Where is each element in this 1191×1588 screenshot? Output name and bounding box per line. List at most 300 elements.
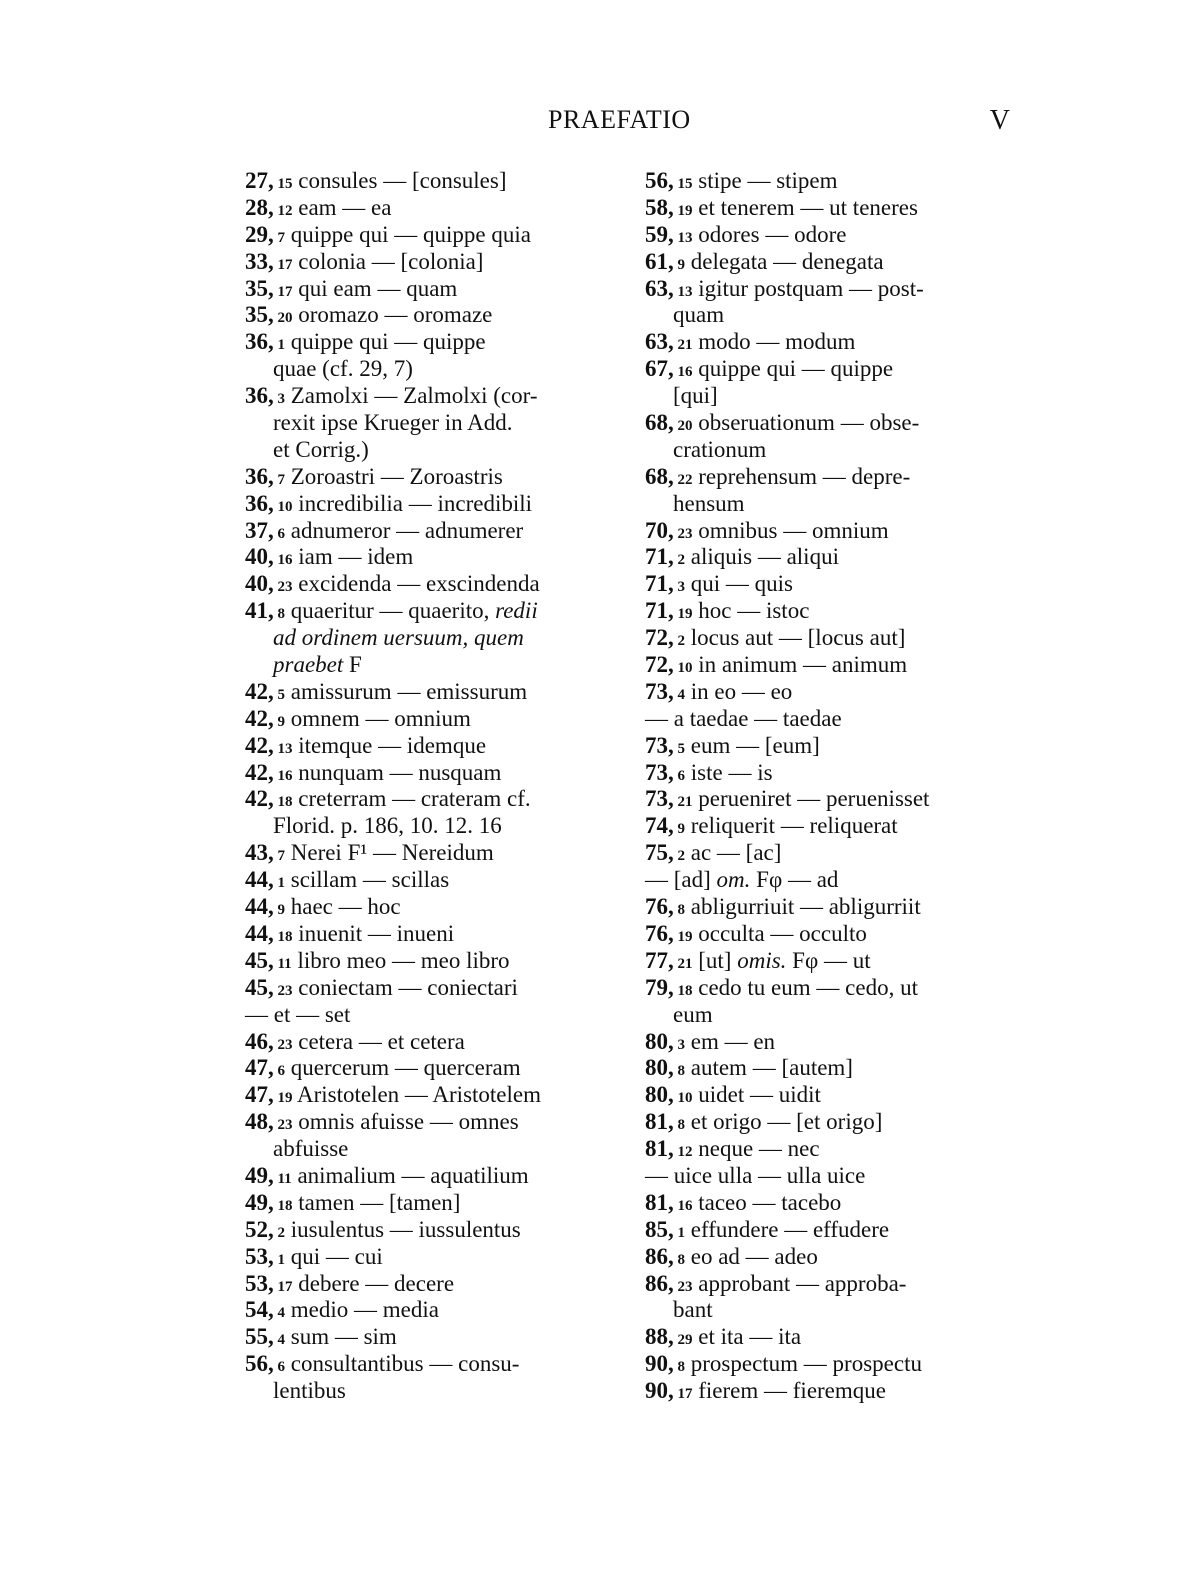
line-number: 11	[273, 955, 292, 972]
left-column	[245, 168, 615, 1405]
entry-line	[645, 1190, 1015, 1217]
line-reference: 81, 12	[645, 1136, 693, 1162]
line-number: 22	[673, 471, 693, 488]
line-number: 20	[273, 310, 293, 327]
entry-text: iusulentus — iussulentus	[285, 1216, 521, 1242]
entry-text: stipe — stipem	[692, 168, 838, 193]
entry-text: haec — hoc	[285, 894, 401, 920]
line-reference: 73, 21	[645, 786, 693, 812]
line-reference: 81, 8	[645, 1109, 685, 1135]
line-number: 5	[273, 686, 285, 703]
continuation-text: rexit ipse Krueger in Add.	[273, 410, 513, 436]
entry-text: eam — ea	[292, 194, 392, 220]
line-number: 2	[673, 848, 685, 865]
entry-line	[245, 840, 615, 867]
entry-line	[245, 1271, 615, 1298]
entry-text: tamen — [tamen]	[292, 1189, 461, 1215]
line-reference: 36, 1	[245, 329, 285, 355]
entry-line	[245, 625, 615, 652]
entry-line	[245, 867, 615, 894]
line-number: 6	[273, 1063, 285, 1080]
line-number: 7	[273, 229, 285, 246]
continuation-text: bant	[673, 1297, 713, 1323]
line-reference: 76, 8	[645, 894, 685, 920]
entry-line	[245, 894, 615, 921]
continuation-text: quam	[673, 302, 725, 328]
entry-line	[245, 410, 615, 437]
entry-line	[245, 1136, 615, 1163]
line-number: 9	[273, 713, 285, 730]
entry-line	[245, 1378, 615, 1405]
line-number: 1	[273, 337, 285, 354]
entry-line	[645, 1029, 1015, 1056]
line-number: 6	[273, 1359, 285, 1376]
line-reference: 27, 15	[245, 168, 293, 193]
entry-line	[645, 383, 1015, 410]
entry-line	[245, 464, 615, 491]
dash-entry-text: — a taedae — taedae	[645, 705, 842, 731]
line-number: 7	[273, 471, 285, 488]
line-reference: 90, 8	[645, 1351, 685, 1377]
entry-text: odores — odore	[692, 221, 847, 247]
entry-line	[645, 948, 1015, 975]
continuation-text: [qui]	[673, 383, 718, 409]
line-number: 20	[673, 418, 693, 435]
entry-text: consultantibus — consu-	[285, 1351, 520, 1377]
line-reference: 36, 3	[245, 383, 285, 409]
entry-italic: omis.	[731, 947, 787, 973]
entry-line	[645, 1002, 1015, 1029]
line-number: 8	[673, 1063, 685, 1080]
entry-text: fierem — fieremque	[692, 1378, 886, 1404]
line-reference: 56, 6	[245, 1351, 285, 1377]
line-number: 15	[673, 176, 693, 192]
line-reference: 67, 16	[645, 356, 693, 382]
entry-line	[645, 598, 1015, 625]
line-reference: 28, 12	[245, 194, 293, 220]
entry-text: occulta — occulto	[692, 920, 867, 946]
entry-line	[245, 1055, 615, 1082]
continuation-text: Florid. p. 186, 10. 12. 16	[273, 813, 502, 839]
entry-text: cetera — et cetera	[292, 1028, 465, 1054]
entry-line	[245, 491, 615, 518]
entry-line	[245, 598, 615, 625]
line-reference: 37, 6	[245, 517, 285, 543]
entry-text: nunquam — nusquam	[292, 759, 502, 785]
line-number: 9	[673, 821, 685, 838]
line-number: 23	[673, 1278, 693, 1295]
entry-text: qui eam — quam	[292, 275, 458, 301]
entry-text: iam — idem	[292, 544, 414, 570]
line-number: 17	[673, 1386, 693, 1403]
entry-text: qui — cui	[285, 1243, 383, 1269]
entry-text: aliquis — aliqui	[685, 544, 839, 570]
line-number: 23	[273, 1036, 293, 1053]
line-number: 13	[273, 740, 293, 757]
continuation-text: quae (cf. 29, 7)	[273, 356, 413, 382]
entry-text: hoc — istoc	[692, 598, 810, 624]
entry-text: taceo — tacebo	[692, 1189, 842, 1215]
entry-line	[645, 491, 1015, 518]
line-reference: 71, 19	[645, 598, 693, 624]
entry-line	[645, 652, 1015, 679]
entry-text: omnis afuisse — omnes	[292, 1109, 519, 1135]
line-reference: 49, 11	[245, 1162, 292, 1188]
entry-line	[645, 706, 1015, 733]
entry-line	[245, 706, 615, 733]
entry-line	[645, 1378, 1015, 1405]
line-number: 16	[673, 364, 693, 381]
entry-text: excidenda — exscindenda	[292, 571, 540, 597]
line-number: 18	[273, 794, 293, 811]
line-reference: 45, 11	[245, 947, 292, 973]
line-number: 8	[273, 606, 285, 623]
line-reference: 44, 9	[245, 894, 285, 920]
continuation-text: F	[343, 652, 362, 678]
line-number: 8	[673, 1117, 685, 1134]
line-number: 16	[273, 552, 293, 569]
line-number: 7	[273, 848, 285, 865]
dash-entry-text: — [ad]	[645, 867, 711, 893]
entry-line	[245, 437, 615, 464]
line-reference: 53, 17	[245, 1270, 293, 1296]
entry-text: quippe qui — quippe	[285, 329, 486, 355]
entry-line	[645, 276, 1015, 303]
line-reference: 74, 9	[645, 813, 685, 839]
entry-text: qui — quis	[685, 571, 793, 597]
entry-text: in animum — animum	[692, 652, 908, 678]
entry-italic: om.	[710, 867, 751, 893]
line-reference: 56, 15	[645, 168, 693, 193]
entry-text: itemque — idemque	[292, 732, 487, 758]
line-reference: 86, 8	[645, 1243, 685, 1269]
line-reference: 55, 4	[245, 1324, 285, 1350]
line-reference: 35, 17	[245, 275, 293, 301]
line-reference: 36, 10	[245, 490, 293, 516]
line-number: 3	[273, 391, 285, 408]
line-reference: 54, 4	[245, 1297, 285, 1323]
entry-line	[645, 1297, 1015, 1324]
continuation-text: crationum	[673, 436, 767, 462]
entry-text: creterram — crateram cf.	[292, 786, 531, 812]
entry-line	[645, 356, 1015, 383]
line-number: 21	[673, 794, 693, 811]
entry-line	[245, 1109, 615, 1136]
entry-text: quippe qui — quippe	[692, 356, 894, 382]
line-reference: 72, 10	[645, 652, 693, 678]
line-reference: 40, 16	[245, 544, 293, 570]
line-reference: 58, 19	[645, 194, 693, 220]
entry-line	[245, 329, 615, 356]
line-reference: 72, 2	[645, 625, 685, 651]
entry-line	[645, 1136, 1015, 1163]
entry-line	[645, 1109, 1015, 1136]
entry-line	[245, 1244, 615, 1271]
line-number: 1	[273, 1251, 285, 1268]
entry-text: eum — [eum]	[685, 732, 820, 758]
line-number: 10	[673, 1090, 693, 1107]
entry-line	[245, 760, 615, 787]
entry-text: Zoroastri — Zoroastris	[285, 463, 503, 489]
entry-line	[245, 1351, 615, 1378]
line-reference: 63, 13	[645, 275, 693, 301]
running-header	[245, 103, 1010, 143]
line-reference: 88, 29	[645, 1324, 693, 1350]
entry-italic: redii	[489, 598, 538, 624]
continuation-text: et Corrig.)	[273, 436, 369, 462]
entry-text: cedo tu eum — cedo, ut	[692, 974, 918, 1000]
line-reference: 42, 13	[245, 732, 293, 758]
entry-text: incredibilia — incredibili	[292, 490, 533, 516]
entry-line	[245, 302, 615, 329]
line-number: 16	[673, 1197, 693, 1214]
entry-text: autem — [autem]	[685, 1055, 853, 1081]
entry-text: effundere — effudere	[685, 1216, 890, 1242]
continuation-text: lentibus	[273, 1378, 346, 1404]
line-number: 5	[673, 740, 685, 757]
line-number: 17	[273, 256, 293, 273]
continuation-text: hensum	[673, 490, 745, 516]
line-number: 6	[673, 767, 685, 784]
line-reference: 33, 17	[245, 248, 293, 274]
entry-text: quaeritur — quaerito,	[285, 598, 490, 624]
entry-line	[245, 222, 615, 249]
entry-line	[245, 1324, 615, 1351]
entry-text: scillam — scillas	[285, 867, 450, 893]
line-number: 11	[273, 1170, 292, 1187]
entry-text: adnumeror — adnumerer	[285, 517, 524, 543]
entry-text: neque — nec	[692, 1136, 820, 1162]
line-reference: 52, 2	[245, 1216, 285, 1242]
entry-line	[245, 276, 615, 303]
entry-line	[645, 813, 1015, 840]
entry-text: inuenit — inueni	[292, 920, 455, 946]
dash-entry-text: — et — set	[245, 1001, 351, 1027]
continuation-text: eum	[673, 1001, 713, 1027]
running-title: PRAEFATIO	[548, 105, 691, 134]
line-number: 2	[673, 633, 685, 650]
entry-line	[245, 1190, 615, 1217]
entry-text: Fφ — ut	[786, 947, 871, 973]
entry-text: Aristotelen — Aristotelem	[292, 1082, 541, 1108]
entry-text: delegata — denegata	[685, 248, 884, 274]
line-reference: 53, 1	[245, 1243, 285, 1269]
line-reference: 90, 17	[645, 1378, 693, 1404]
line-number: 8	[673, 1359, 685, 1376]
entry-text: omnibus — omnium	[692, 517, 889, 543]
line-number: 19	[673, 928, 693, 945]
line-reference: 71, 3	[645, 571, 685, 597]
line-number: 1	[673, 1224, 685, 1241]
entry-text: approbant — approba-	[692, 1270, 907, 1296]
line-reference: 59, 13	[645, 221, 693, 247]
line-number: 18	[673, 982, 693, 999]
entry-text: uidet — uidit	[692, 1082, 821, 1108]
line-number: 13	[673, 229, 693, 246]
line-number: 10	[673, 660, 693, 677]
entry-text: [ut]	[692, 947, 732, 973]
entry-text: oromazo — oromaze	[292, 302, 493, 328]
line-number: 2	[673, 552, 685, 569]
entry-text: Zamolxi — Zalmolxi (cor-	[285, 383, 538, 409]
line-reference: 73, 5	[645, 732, 685, 758]
line-number: 3	[673, 579, 685, 596]
line-number: 12	[273, 202, 293, 219]
entry-line	[245, 948, 615, 975]
entry-line	[245, 921, 615, 948]
entry-line	[645, 1324, 1015, 1351]
line-number: 23	[273, 1117, 293, 1134]
line-reference: 81, 16	[645, 1189, 693, 1215]
entry-line	[645, 1351, 1015, 1378]
line-number: 1	[273, 875, 285, 892]
continuation-italic: ad ordinem uersuum, quem	[273, 625, 524, 651]
line-number: 18	[273, 928, 293, 945]
entry-line	[645, 786, 1015, 813]
line-number: 19	[673, 202, 693, 219]
entry-text: debere — decere	[292, 1270, 455, 1296]
line-reference: 79, 18	[645, 974, 693, 1000]
line-reference: 35, 20	[245, 302, 293, 328]
line-reference: 46, 23	[245, 1028, 293, 1054]
entry-line	[645, 1163, 1015, 1190]
entry-line	[245, 383, 615, 410]
line-reference: 45, 23	[245, 974, 293, 1000]
line-number: 4	[273, 1332, 285, 1349]
entry-text: amissurum — emissurum	[285, 678, 528, 704]
entry-text: reliquerit — reliquerat	[685, 813, 898, 839]
line-number: 4	[273, 1305, 285, 1322]
entry-text: quercerum — querceram	[285, 1055, 521, 1081]
entry-text: consules — [consules]	[292, 168, 507, 193]
entry-line	[245, 518, 615, 545]
line-reference: 80, 8	[645, 1055, 685, 1081]
line-number: 19	[673, 606, 693, 623]
line-reference: 75, 2	[645, 840, 685, 866]
line-number: 4	[673, 686, 685, 703]
line-reference: 68, 20	[645, 410, 693, 436]
line-number: 21	[673, 337, 693, 354]
line-reference: 48, 23	[245, 1109, 293, 1135]
entry-line	[645, 329, 1015, 356]
entry-line	[245, 1297, 615, 1324]
line-reference: 73, 6	[645, 759, 685, 785]
entry-text: omnem — omnium	[285, 705, 471, 731]
continuation-italic: praebet	[273, 652, 344, 678]
line-number: 9	[273, 902, 285, 919]
entry-line	[645, 840, 1015, 867]
entry-line	[245, 1082, 615, 1109]
entry-text: et tenerem — ut teneres	[692, 194, 918, 220]
entry-text: ac — [ac]	[685, 840, 782, 866]
line-reference: 29, 7	[245, 221, 285, 247]
entry-line	[645, 571, 1015, 598]
entry-text: animalium — aquatilium	[291, 1162, 529, 1188]
line-reference: 40, 23	[245, 571, 293, 597]
line-reference: 36, 7	[245, 463, 285, 489]
entry-line	[645, 921, 1015, 948]
line-number: 23	[273, 982, 293, 999]
entry-line	[645, 518, 1015, 545]
entry-line	[645, 1217, 1015, 1244]
line-number: 9	[673, 256, 685, 273]
entry-text: obseruationum — obse-	[692, 410, 920, 436]
entry-line	[245, 1217, 615, 1244]
entry-line	[245, 249, 615, 276]
entry-text: sum — sim	[285, 1324, 397, 1350]
line-reference: 73, 4	[645, 678, 685, 704]
entry-line	[245, 813, 615, 840]
entry-line	[645, 168, 1015, 195]
entry-line	[645, 679, 1015, 706]
entry-line	[645, 1244, 1015, 1271]
line-reference: 42, 16	[245, 759, 293, 785]
entry-text: medio — media	[285, 1297, 439, 1323]
entry-line	[645, 867, 1015, 894]
line-reference: 77, 21	[645, 947, 693, 973]
entry-text: iste — is	[685, 759, 773, 785]
entry-text: in eo — eo	[685, 678, 793, 704]
line-number: 17	[273, 1278, 293, 1295]
dash-entry-text: — uice ulla — ulla uice	[645, 1162, 866, 1188]
right-column	[645, 168, 1015, 1405]
entry-line	[645, 544, 1015, 571]
entry-line	[645, 249, 1015, 276]
entry-line	[645, 410, 1015, 437]
line-number: 8	[673, 902, 685, 919]
entry-line	[645, 464, 1015, 491]
line-reference: 42, 5	[245, 678, 285, 704]
line-reference: 47, 6	[245, 1055, 285, 1081]
line-reference: 63, 21	[645, 329, 693, 355]
entry-text: em — en	[685, 1028, 776, 1054]
line-number: 15	[273, 176, 293, 192]
entry-text: coniectam — coniectari	[292, 974, 518, 1000]
entry-text: modo — modum	[692, 329, 856, 355]
entry-line	[245, 1163, 615, 1190]
continuation-text: abfuisse	[273, 1136, 349, 1162]
entry-line	[245, 652, 615, 679]
line-reference: 68, 22	[645, 463, 693, 489]
line-number: 6	[273, 525, 285, 542]
entry-line	[245, 544, 615, 571]
line-reference: 47, 19	[245, 1082, 293, 1108]
line-number: 16	[273, 767, 293, 784]
line-reference: 80, 10	[645, 1082, 693, 1108]
entry-line	[245, 1002, 615, 1029]
page-number: V	[989, 105, 1010, 136]
line-reference: 49, 18	[245, 1189, 293, 1215]
line-reference: 85, 1	[645, 1216, 685, 1242]
line-reference: 44, 18	[245, 920, 293, 946]
entry-text: libro meo — meo libro	[291, 947, 510, 973]
entry-line	[645, 733, 1015, 760]
entry-line	[245, 975, 615, 1002]
line-number: 2	[273, 1224, 285, 1241]
line-number: 10	[273, 498, 293, 515]
entry-text: eo ad — adeo	[685, 1243, 818, 1269]
line-reference: 70, 23	[645, 517, 693, 543]
entry-line	[645, 437, 1015, 464]
entry-line	[645, 1271, 1015, 1298]
entry-text: locus aut — [locus aut]	[685, 625, 906, 651]
line-reference: 42, 18	[245, 786, 293, 812]
entry-text: Nerei F¹ — Nereidum	[285, 840, 494, 866]
line-number: 23	[273, 579, 293, 596]
entry-text: colonia — [colonia]	[292, 248, 484, 274]
entry-text: et ita — ita	[692, 1324, 802, 1350]
entry-line	[645, 760, 1015, 787]
